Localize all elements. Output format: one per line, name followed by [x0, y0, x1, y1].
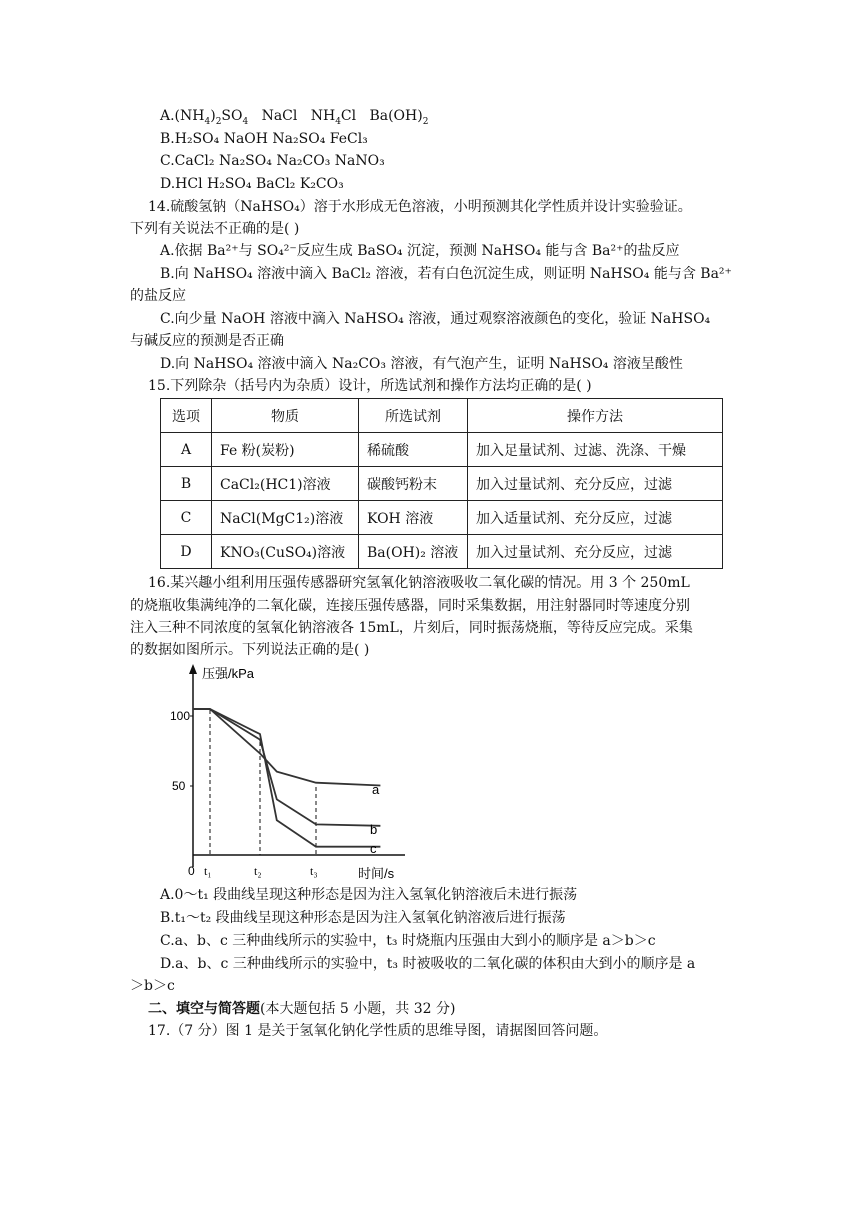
section-note: (本大题包括 5 小题，共 32 分) [260, 1001, 456, 1017]
q16-option-d-line2: ＞b＞c [130, 978, 175, 994]
x-tick-label: t₂ [254, 864, 262, 878]
section-title: 二、填空与简答题 [148, 1001, 260, 1017]
x-axis-label: 时间/s [358, 866, 395, 881]
series-label-a: a [372, 782, 380, 797]
q16-option-c: C.a、b、c 三种曲线所示的实验中，t₃ 时烧瓶内压强由大到小的顺序是 a＞b＞c [160, 933, 656, 949]
section-heading [148, 999, 455, 1019]
table-row [161, 433, 723, 467]
q13-option-d: D.HCl H₂SO₄ BaCl₂ K₂CO₃ [160, 176, 344, 192]
table-header-row [161, 399, 723, 433]
table-cell: 稀硫酸 [359, 433, 468, 467]
table-cell: A [161, 433, 212, 467]
table-cell: C [161, 501, 212, 535]
header-option: 选项 [161, 399, 212, 433]
series-label-c: c [370, 841, 377, 856]
q16-stem-line4: 的数据如图所示。下列说法正确的是( ) [130, 642, 370, 658]
table-cell: CaCl₂(HC1)溶液 [212, 467, 359, 501]
q14-option-c-line2: 与碱反应的预测是否正确 [130, 333, 284, 349]
series-label-b: b [370, 822, 378, 837]
table-cell: 加入足量试剂、过滤、洗涤、干燥 [468, 433, 723, 467]
series-line-b [193, 709, 380, 826]
y-axis-label: 压强/kPa [202, 666, 255, 681]
header-method: 操作方法 [468, 399, 723, 433]
q14-option-b-line1: B.向 NaHSO₄ 溶液中滴入 BaCl₂ 溶液，若有白色沉淀生成，则证明 NaHSO₄ 能与含 Ba²⁺ [160, 266, 732, 282]
q17-stem: 17.（7 分）图 1 是关于氢氧化钠化学性质的思维导图，请据图回答问题。 [148, 1023, 608, 1039]
q15-table [160, 398, 723, 569]
series-layer [193, 709, 380, 847]
q16-option-d-line1: D.a、b、c 三种曲线所示的实验中，t₃ 时被吸收的二氧化碳的体积由大到小的顺序是 a [160, 956, 696, 972]
q16-option-a: A.0～t₁ 段曲线呈现这种形态是因为注入氢氧化钠溶液后未进行振荡 [160, 887, 578, 903]
q16-stem-line2: 的烧瓶收集满纯净的二氧化碳，连接压强传感器，同时采集数据，用注射器同时等速度分别 [130, 598, 690, 614]
q13-option-c: C.CaCl₂ Na₂SO₄ Na₂CO₃ NaNO₃ [160, 153, 385, 169]
table-cell: KNO₃(CuSO₄)溶液 [212, 535, 359, 569]
q16-option-b: B.t₁～t₂ 段曲线呈现这种形态是因为注入氢氧化钠溶液后进行振荡 [160, 910, 566, 926]
q14-stem-line2: 下列有关说法不正确的是( ) [130, 221, 300, 237]
series-line-a [193, 709, 380, 786]
y-tick-label: 100 [170, 709, 191, 723]
table-cell: Fe 粉(炭粉) [212, 433, 359, 467]
table-cell: KOH 溶液 [359, 501, 468, 535]
q15-stem: 15.下列除杂（括号内为杂质）设计，所选试剂和操作方法均正确的是( ) [148, 378, 592, 394]
table-cell: D [161, 535, 212, 569]
table-row [161, 535, 723, 569]
q14-option-c-line1: C.向少量 NaOH 溶液中滴入 NaHSO₄ 溶液，通过观察溶液颜色的变化，验证 NaHSO₄ [160, 311, 711, 327]
header-substance: 物质 [212, 399, 359, 433]
table-cell: 加入适量试剂、充分反应，过滤 [468, 501, 723, 535]
x-tick-label: t₃ [310, 864, 318, 878]
table-cell: 加入过量试剂、充分反应，过滤 [468, 535, 723, 569]
q14-option-a: A.依据 Ba²⁺与 SO₄²⁻反应生成 BaSO₄ 沉淀，预测 NaHSO₄ 能与含 Ba²⁺的盐反应 [160, 243, 680, 259]
y-axis-arrow [189, 664, 197, 674]
q16-stem-line3: 注入三种不同浓度的氢氧化钠溶液各 15mL，片刻后，同时振荡烧瓶，等待反应完成。采集 [130, 620, 693, 636]
origin-label: 0 [188, 864, 195, 878]
q14-stem-line1: 14.硫酸氢钠（NaHSO₄）溶于水形成无色溶液，小明预测其化学性质并设计实验验证。 [148, 199, 692, 215]
table-cell: 碳酸钙粉末 [359, 467, 468, 501]
table-cell: NaCl(MgC1₂)溶液 [212, 501, 359, 535]
pressure-time-chart [160, 662, 420, 887]
table-cell: B [161, 467, 212, 501]
table-row [161, 467, 723, 501]
table-cell: Ba(OH)₂ 溶液 [359, 535, 468, 569]
q14-option-b-line2: 的盐反应 [130, 288, 186, 304]
q13-option-b: B.H₂SO₄ NaOH Na₂SO₄ FeCl₃ [160, 131, 368, 147]
q16-stem-line1: 16.某兴趣小组利用压强传感器研究氢氧化钠溶液吸收二氧化碳的情况。用 3 个 250mL [148, 575, 690, 591]
table-cell: 加入过量试剂、充分反应，过滤 [468, 467, 723, 501]
table-row [161, 501, 723, 535]
q13-option-a: $A.(NH_4)_2SO_4$ NaCl $NH_4Cl$ $Ba(OH)_2$ [160, 108, 429, 127]
header-reagent: 所选试剂 [359, 399, 468, 433]
q14-option-d: D.向 NaHSO₄ 溶液中滴入 Na₂CO₃ 溶液，有气泡产生，证明 NaHSO₄ 溶液呈酸性 [160, 356, 683, 372]
y-tick-label: 50 [172, 779, 186, 793]
x-tick-label: t₁ [204, 864, 212, 878]
